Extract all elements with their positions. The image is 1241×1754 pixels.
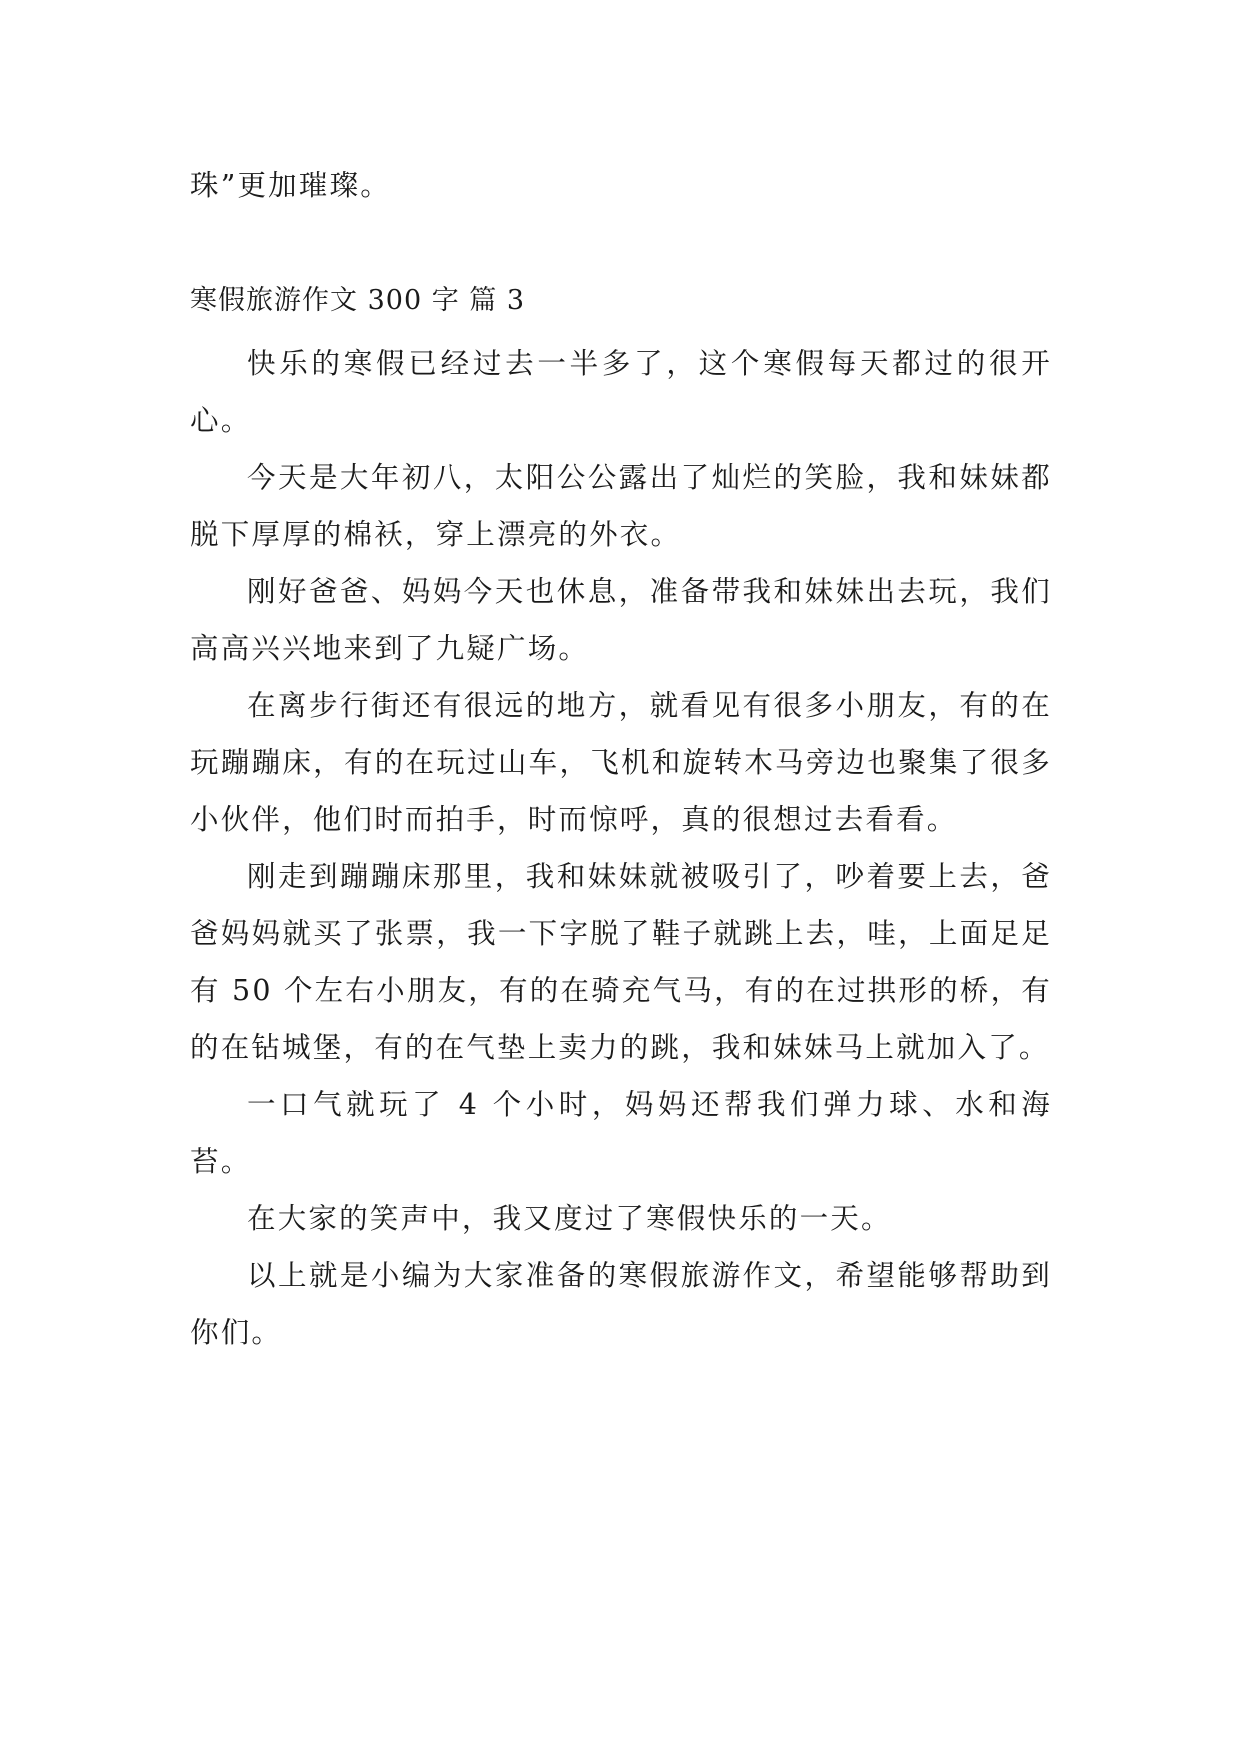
carry-over-text: 珠”更加璀璨。 xyxy=(190,169,391,202)
paragraph: 一口气就玩了 4 个小时，妈妈还帮我们弹力球、水和海苔。 xyxy=(190,1088,1052,1178)
section-heading: 寒假旅游作文 300 字 篇 3 xyxy=(190,285,526,316)
paragraph: 以上就是小编为大家准备的寒假旅游作文，希望能够帮助到你们。 xyxy=(190,1259,1052,1349)
essay-body xyxy=(190,335,1052,1361)
paragraph: 刚好爸爸、妈妈今天也休息，准备带我和妹妹出去玩，我们高高兴兴地来到了九疑广场。 xyxy=(190,575,1052,665)
paragraph: 今天是大年初八，太阳公公露出了灿烂的笑脸，我和妹妹都脱下厚厚的棉袄，穿上漂亮的外衣。 xyxy=(190,461,1052,551)
paragraph: 在大家的笑声中，我又度过了寒假快乐的一天。 xyxy=(247,1202,892,1235)
paragraph: 刚走到蹦蹦床那里，我和妹妹就被吸引了，吵着要上去，爸爸妈妈就买了张票，我一下字脱了鞋子就跳上去，哇，上面足足有 50 个左右小朋友，有的在骑充气马，有的在过拱形的桥，有的在钻城堡，有的在气垫上卖力的跳，我和妹妹马上就加入了。 xyxy=(190,860,1052,1064)
paragraph: 快乐的寒假已经过去一半多了，这个寒假每天都过的很开心。 xyxy=(190,347,1052,437)
paragraph: 在离步行街还有很远的地方，就看见有很多小朋友，有的在玩蹦蹦床，有的在玩过山车，飞机和旋转木马旁边也聚集了很多小伙伴，他们时而拍手，时而惊呼，真的很想过去看看。 xyxy=(190,689,1052,836)
